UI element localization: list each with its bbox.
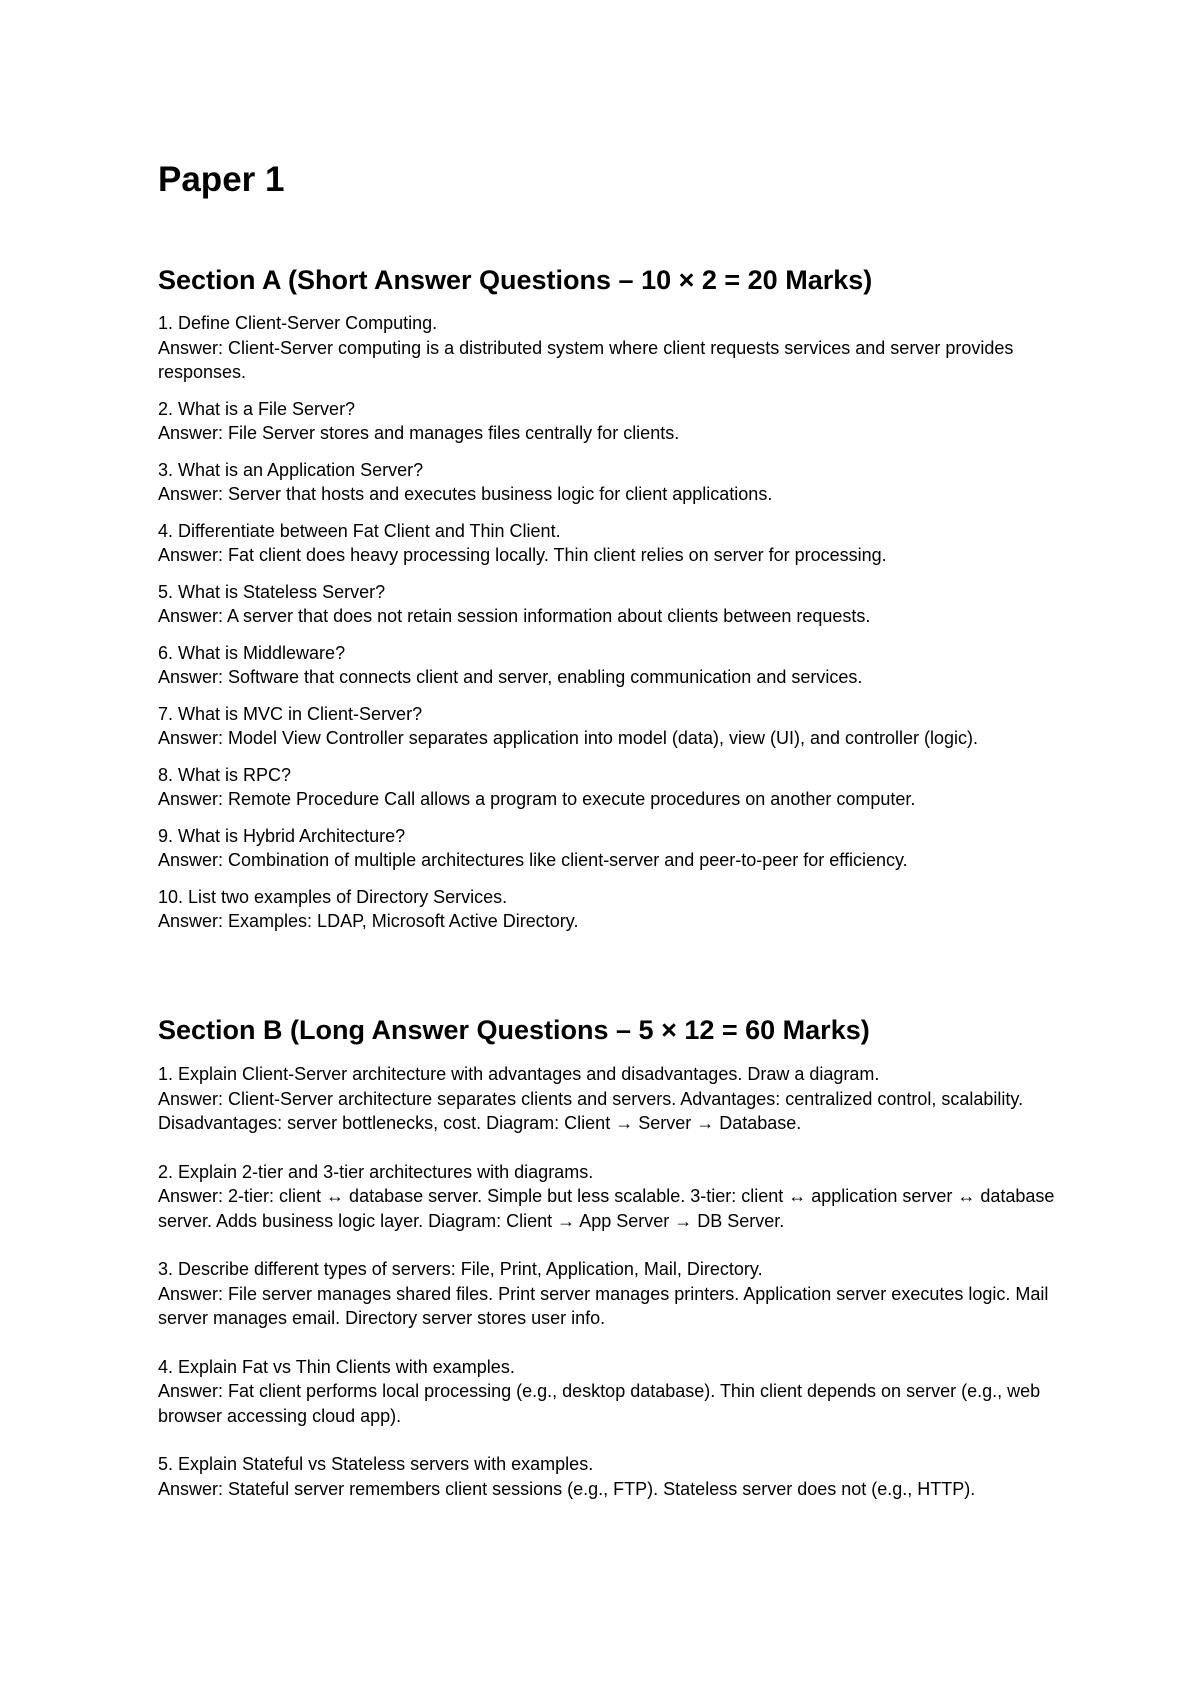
question-text: 5. What is Stateless Server? [158,581,386,602]
answer-text: Answer: Fat client performs local processing (e.g., desktop database). Thin client depends on server (e.g., web browser accessing cloud app). [158,1381,1041,1426]
question-text: 2. Explain 2-tier and 3-tier architectures with diagrams. [158,1161,594,1182]
answer-text: Answer: Client-Server architecture separates clients and servers. Advantages: centralized control, scalability. Disadvantages: server bottlenecks, cost. Diagram: Client → Server → Database. [158,1088,1024,1133]
paper-title: Paper 1 [158,160,285,199]
question-item [158,397,1058,446]
answer-text: Answer: Combination of multiple architectures like client-server and peer-to-peer for efficiency. [158,850,908,870]
document-page [158,158,1058,1499]
answer-text: Answer: A server that does not retain session information about clients between requests. [158,606,871,626]
question-item [158,885,1058,934]
question-text: 9. What is Hybrid Architecture? [158,825,406,846]
answer-text: Answer: Server that hosts and executes business logic for client applications. [158,484,773,504]
question-item [158,824,1058,873]
answer-text: Answer: 2-tier: client ↔ database server. Simple but less scalable. 3-tier: client ↔ application server ↔ database server. Adds business logic layer. Diagram: Client → App Server → DB Server. [158,1186,1055,1231]
question-item [158,1160,1058,1234]
question-text: 3. Describe different types of servers: File, Print, Application, Mail, Directory. [158,1259,763,1279]
answer-text: Answer: File Server stores and manages files centrally for clients. [158,423,680,443]
question-item [158,519,1058,568]
answer-text: Answer: Examples: LDAP, Microsoft Active Directory. [158,911,579,931]
question-item [158,1257,1058,1331]
question-item [158,580,1058,629]
question-item [158,702,1058,751]
question-text: 4. Differentiate between Fat Client and Thin Client. [158,520,561,541]
question-text: 6. What is Middleware? [158,642,346,663]
answer-text: Answer: Model View Controller separates application into model (data), view (UI), and controller (logic). [158,728,979,748]
question-text: 5. Explain Stateful vs Stateless servers with examples. [158,1454,594,1474]
question-item [158,763,1058,812]
question-item [158,458,1058,507]
question-text: 2. What is a File Server? [158,398,356,419]
answer-text: Answer: Client-Server computing is a distributed system where client requests services and server provides responses. [158,337,1014,382]
question-text: 10. List two examples of Directory Services. [158,886,508,907]
section-a-question-list [158,311,1058,946]
question-item [158,641,1058,690]
section-b-question-list [158,1062,1058,1525]
section-b-heading: Section B (Long Answer Questions – 5 × 12 = 60 Marks) [158,1015,870,1045]
answer-text: Answer: Software that connects client and server, enabling communication and services. [158,667,863,687]
section-a-heading: Section A (Short Answer Questions – 10 × 2 = 20 Marks) [158,265,873,295]
question-text: 7. What is MVC in Client-Server? [158,703,423,724]
answer-text: Answer: Stateful server remembers client sessions (e.g., FTP). Stateless server does not (e.g., HTTP). [158,1478,976,1499]
question-item [158,311,1058,385]
question-text: 3. What is an Application Server? [158,459,424,480]
question-item [158,1452,1058,1501]
question-item [158,1062,1058,1136]
answer-text: Answer: Remote Procedure Call allows a program to execute procedures on another computer. [158,789,916,809]
question-item [158,1355,1058,1429]
answer-text: Answer: File server manages shared files. Print server manages printers. Application server executes logic. Mail server manages email. Directory server stores user info. [158,1283,1049,1328]
question-text: 1. Define Client-Server Computing. [158,313,438,333]
question-text: 4. Explain Fat vs Thin Clients with examples. [158,1356,515,1377]
question-text: 8. What is RPC? [158,764,292,785]
question-text: 1. Explain Client-Server architecture with advantages and disadvantages. Draw a diagram. [158,1064,880,1084]
answer-text: Answer: Fat client does heavy processing locally. Thin client relies on server for processing. [158,545,887,565]
